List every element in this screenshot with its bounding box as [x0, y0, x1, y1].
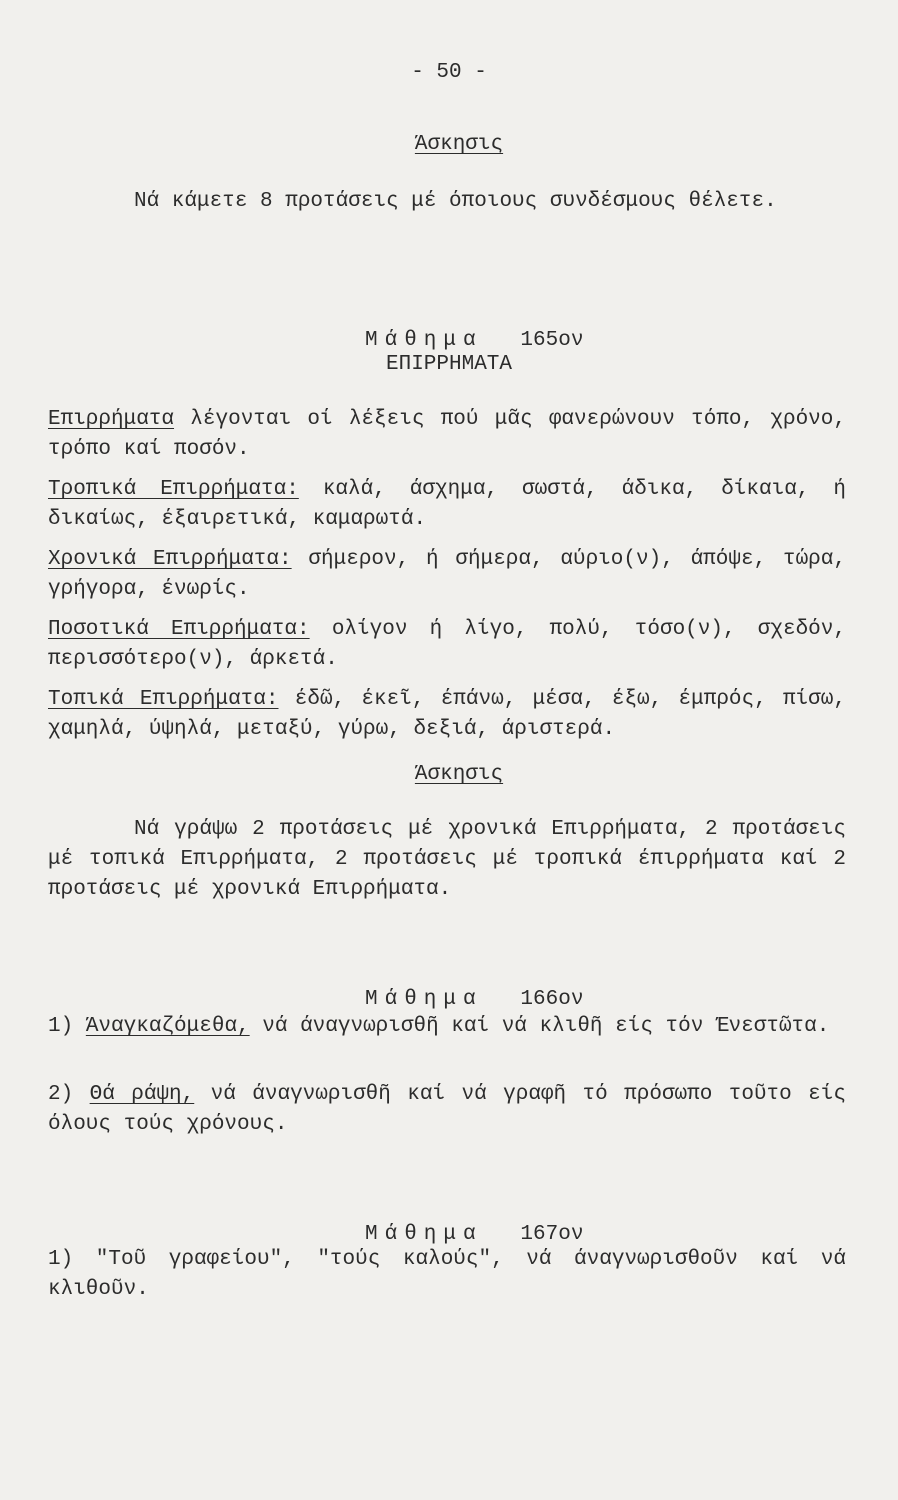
- lesson-number: 166ον: [520, 988, 584, 1011]
- lesson-heading-label: Μάθημα: [364, 329, 483, 352]
- lesson-heading-label: Μάθημα: [364, 1223, 483, 1246]
- item-text: "Τοῦ γραφείου", "τούς καλούς", νά άναγνωρισθοῦν καί νά κλιθοῦν.: [48, 1248, 846, 1301]
- category-chronika: [48, 545, 846, 605]
- definition-text: λέγονται οί λέξεις πού μᾶς φανερώνουν τόπο, χρόνο, τρόπο καί ποσόν.: [48, 408, 846, 461]
- numbered-item: [48, 1080, 846, 1140]
- exercise-title-2: Άσκησις: [414, 763, 504, 786]
- category-text: καλά, άσχημα, σωστά, άδικα, δίκαια, ή δικαίως, έξαιρετικά, καμαρωτά.: [48, 478, 846, 531]
- exercise-text: Νά κάμετε 8 προτάσεις μέ όποιους συνδέσμους θέλετε.: [134, 190, 777, 213]
- category-tropika: [48, 475, 846, 535]
- numbered-item: [48, 1012, 846, 1042]
- category-text: έδῶ, έκεῖ, έπάνω, μέσα, έξω, έμπρός, πίσω, χαμηλά, ύψηλά, μεταξύ, γύρω, δεξιά, άριστερά.: [48, 688, 846, 741]
- category-label: Χρονικά Επιρρήματα:: [48, 548, 292, 571]
- category-posotika: [48, 615, 846, 675]
- lesson-number: 165ον: [520, 329, 584, 352]
- category-label: Τροπικά Επιρρήματα:: [48, 478, 299, 501]
- numbered-item: [48, 1245, 846, 1305]
- category-label: Ποσοτικά Επιρρήματα:: [48, 618, 310, 641]
- lesson-number: 167ον: [520, 1223, 584, 1246]
- item-number: 1): [48, 1015, 74, 1038]
- section-subtitle: ΕΠΙΡΡΗΜΑΤΑ: [385, 353, 513, 376]
- category-topika: [48, 685, 846, 745]
- page-number: - 50 -: [411, 61, 487, 84]
- exercise-title: Άσκησις: [414, 133, 504, 156]
- item-term: Άναγκαζόμεθα,: [85, 1015, 250, 1038]
- exercise-text-2: Νά γράψω 2 προτάσεις μέ χρονικά Επιρρήματα, 2 προτάσεις μέ τοπικά Επιρρήματα, 2 προτάσεις μέ τροπικά έπιρρήματα καί 2 προτάσεις μέ χρονικά Επιρρήματα.: [48, 818, 846, 901]
- item-number: 1): [48, 1248, 74, 1271]
- item-text: νά άναγνωρισθῆ καί νά κλιθῆ είς τόν Ένεστῶτα.: [262, 1015, 830, 1038]
- item-term: Θά ράψη,: [89, 1083, 195, 1106]
- category-label: Τοπικά Επιρρήματα:: [48, 688, 279, 711]
- lesson-heading-label: Μάθημα: [364, 988, 483, 1011]
- definition-term: Επιρρήματα: [48, 408, 175, 431]
- item-text: νά άναγνωρισθῆ καί νά γραφῆ τό πρόσωπο τοῦτο είς όλους τούς χρόνους.: [48, 1083, 846, 1136]
- category-text: ολίγον ή λίγο, πολύ, τόσο(ν), σχεδόν, περισσότερο(ν), άρκετά.: [48, 618, 846, 671]
- category-text: σήμερον, ή σήμερα, αύριο(ν), άπόψε, τώρα, γρήγορα, ένωρίς.: [48, 548, 846, 601]
- item-number: 2): [48, 1083, 74, 1106]
- definition-paragraph: [48, 405, 846, 465]
